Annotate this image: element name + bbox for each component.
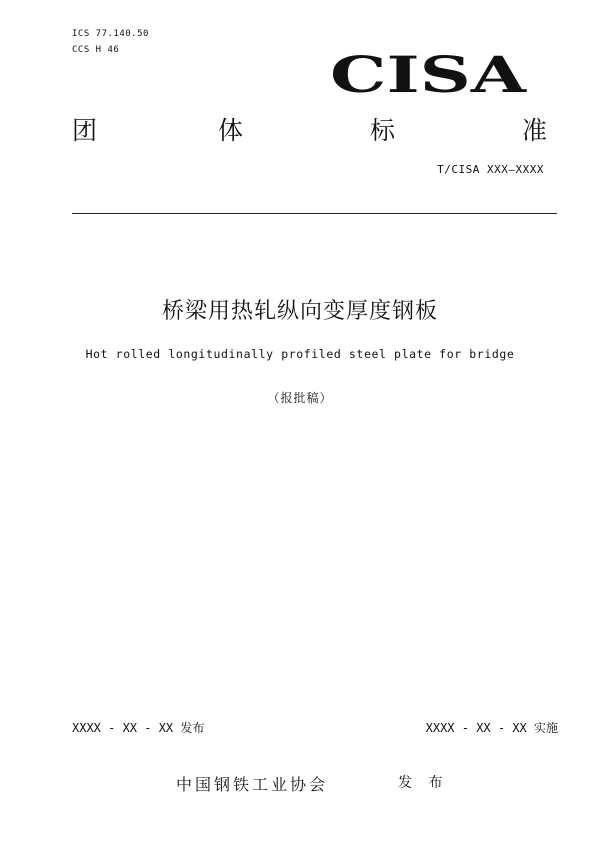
standard-type-char: 准: [522, 116, 548, 145]
issuer-name: 中国钢铁工业协会: [176, 775, 329, 794]
standard-type-char: 标: [370, 116, 396, 145]
standard-type-heading: [72, 115, 548, 151]
issuer-action: 发 布: [398, 775, 449, 791]
cisa-logo-text: CISA: [330, 45, 528, 102]
document-title-english: Hot rolled longitudinally profiled steel plate for bridge: [85, 347, 515, 361]
cisa-logo: [328, 44, 528, 102]
ics-code: ICS 77.140.50: [72, 29, 149, 39]
ccs-code: CCS H 46: [72, 45, 120, 55]
publish-date: XXXX - XX - XX 发布: [72, 721, 205, 735]
standard-type-char: 体: [218, 116, 244, 145]
header-divider: [72, 213, 557, 214]
draft-status: （报批稿）: [267, 391, 333, 405]
standard-type-char: 团: [72, 116, 98, 145]
standard-number: T/CISA XXX—XXXX: [437, 163, 544, 176]
implement-date: XXXX - XX - XX 实施: [425, 721, 558, 735]
document-title-chinese: 桥梁用热轧纵向变厚度钢板: [161, 299, 438, 324]
